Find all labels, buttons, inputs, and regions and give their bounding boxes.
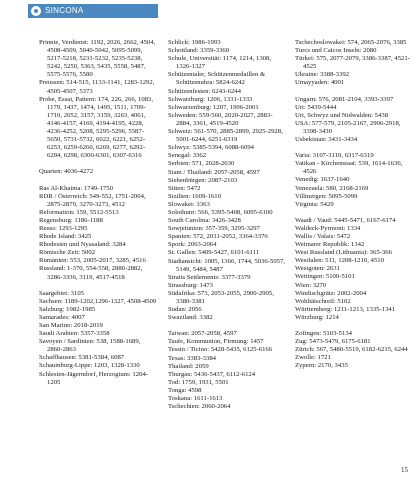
index-entry: Turcs und Caicos Inseln: 2080: [295, 47, 377, 55]
index-entry: Schottland: 3359-3360: [168, 47, 230, 55]
index-entry: Thailand: 2059: [168, 362, 209, 370]
index-entry: Württemberg: 1211-1213, 1335-1341: [295, 305, 396, 313]
index-entry: Spork: 2063-2064: [168, 241, 217, 249]
index-entry: Schule, Universität: 1174, 1214, 1308, 1326-1327: [168, 55, 272, 71]
index-entry: Schwyz: 5385-5394, 6088-6094: [168, 144, 255, 152]
index-entry: Taiwan: 2057-2058, 4597: [168, 330, 237, 338]
section-gap: [168, 322, 286, 330]
index-entry: Südafrika: 573, 2053-2055, 2900-2905, 3380-3381: [168, 289, 274, 305]
index-entry: Rhode Island: 3425: [39, 233, 92, 241]
header-bar: [0, 0, 418, 33]
index-entry: Stadtansicht: 1005, 1366, 1744, 5036-5057, 5149, 5484, 5487: [168, 257, 286, 273]
index-entry: Schützentaler, Schützenmedaillen & Schützenuhra: 5824-6242: [168, 71, 266, 87]
index-entry: Schaumburg-Lippe: 1203, 1328-1330: [39, 362, 140, 370]
index-entry: Thurgau: 5436-5437, 6112-6124: [168, 370, 256, 378]
index-entry: Schwarzburg: 1206, 1331-1333: [168, 95, 253, 103]
index-entry: Varia: 3107-3110, 6317-6319: [295, 152, 374, 160]
index-entry: Tschechoslowakei: 574, 2065-2076, 3385: [295, 39, 407, 46]
index-entry: Umayyaden: 4001: [295, 79, 345, 87]
index-entry: South Carolina: 3426-3428: [168, 217, 241, 225]
index-entry: Savoyen / Sardinien: 538, 1588-1689, 2860-2863: [39, 338, 141, 354]
index-entry: Vatikan - Kirchenstaat: 539, 1614-1636, 4526: [295, 160, 403, 176]
index-entry: Texas: 3383-3384: [168, 354, 217, 362]
index-column-3: [295, 39, 413, 370]
index-entry: Reuss: 1293-1295: [39, 224, 88, 232]
index-entry: Straits Settlements: 3377-3379: [168, 273, 251, 281]
index-entry: Sitten: 5472: [168, 184, 201, 192]
index-entry: Rhodesien und Nyasaland: 3284: [39, 241, 126, 249]
index-entry: Zypern: 2170, 3435: [295, 362, 348, 370]
logo-icon: [31, 6, 41, 16]
section-gap: [295, 322, 413, 330]
index-entry: Würzburg: 1214: [295, 313, 339, 321]
index-entry: Usbekistan: 3431-3434: [295, 136, 358, 144]
index-entry: Uri: 5439-5444: [295, 103, 337, 111]
index-entry: Zwolle: 1721: [295, 354, 331, 362]
index-entry: Preussen: 514-515, 1133-1141, 1283-1292, 4505-4507, 5373: [39, 79, 155, 95]
index-column-2: [168, 39, 286, 411]
index-entry: Römische Zeit: 5002: [39, 249, 96, 257]
index-entry: Villmergen: 5095-5099: [295, 192, 358, 200]
index-entry: Sudan: 2056: [168, 306, 202, 314]
section-gap: [39, 177, 157, 185]
index-entry: Zug: 5473-5479, 6175-6181: [295, 338, 371, 346]
index-entry: Saudi Arabien: 5357-3358: [39, 330, 110, 338]
index-entry: Serbien: 571, 2028-2030: [168, 160, 235, 168]
index-entry: Sizilien: 1609-1610: [168, 192, 221, 200]
index-entry: Windischgrätz: 2002-2004: [295, 289, 367, 297]
index-entry: Westgoten: 2631: [295, 265, 340, 273]
index-entry: USA: 577-579, 2105-2167, 2906-2918, 3398-3430: [295, 119, 401, 135]
index-entry: Ungarn: 576, 2081-2104, 3393-3397: [295, 95, 394, 103]
index-entry: Schwarzenburg: 1207, 1996-2001: [168, 103, 259, 111]
index-entry: Türkei: 575, 2077-2079, 3386-3387, 4521-4525: [295, 55, 410, 71]
index-entry: Quarten: 4036-4272: [39, 168, 94, 176]
section-gap: [295, 88, 413, 96]
index-entry: Uri, Schwyz und Nidwalden: 5438: [295, 111, 389, 119]
index-entry: Wallis / Valais: 5472: [295, 232, 351, 240]
index-entry: Sowjetunion: 357-359, 3295-3297: [168, 225, 260, 233]
index-entry: Virginia: 5429: [295, 200, 334, 208]
index-entry: Tessin / Ticino: 5428-5435, 6125-6166: [168, 346, 273, 354]
index-entry: Ras Al-Khaima: 1749-1750: [39, 184, 113, 192]
index-entry: Siam / Thailand: 2057-2058, 4597: [168, 168, 260, 176]
index-entry: Schaffhausen: 5381-5384, 6087: [39, 354, 125, 362]
index-entry: Schweiz: 561-570, 2885-2899, 2925-2928, 5001-6244, 6251-6319: [168, 128, 283, 144]
index-entry: Toskana: 1611-1613: [168, 395, 223, 403]
index-entry: Regensburg: 1186-1188: [39, 216, 103, 224]
section-gap: [39, 160, 157, 168]
index-entry: Prinnie, Verdienst: 1192, 2026, 2662, 4504, 4508-4509, 5040-5042, 5095-5099, 5217-5218, 5231-5232, 5235-5238, 5242, 5250, 5363, 5435, 5558, 5487, 5575-5576, 5580: [39, 39, 156, 79]
index-entry: Russland: 1-370, 554-558, 2880-2882, 3286-3336, 3119, 4517-4518: [39, 265, 143, 281]
index-entry: Tod: 1759, 1931, 5501: [168, 378, 229, 386]
index-entry: Salzburg: 1982-1985: [39, 305, 96, 313]
index-entry: Wien: 3270: [295, 281, 327, 289]
index-entry: Taufe, Kommunion, Firmung: 1457: [168, 338, 264, 346]
index-entry: Reformation: 159, 5512-5513: [39, 208, 119, 216]
index-entry: Ukraine: 3388-3392: [295, 71, 350, 79]
index-entry: Saargebiet: 3105: [39, 289, 85, 297]
index-entry: Senegal: 3362: [168, 152, 207, 160]
index-entry: Zofingen: 5103-5134: [295, 330, 353, 337]
index-entry: Waldeck-Pyrmont: 1334: [295, 224, 361, 232]
index-entry: West Russland (Lithuania): 365-366: [295, 249, 392, 257]
index-entry: Rumänien: 553, 2005-2017, 3285, 4516: [39, 257, 146, 265]
index-entry: Strassburg: 1473: [168, 281, 214, 289]
index-entry: Spanien: 572, 2031-2052, 3364-3376: [168, 233, 268, 241]
index-entry: Schlick: 1986-1993: [168, 39, 221, 46]
index-entry: Westfalen: 511, 1208-1210, 4510: [295, 257, 384, 265]
index-entry: San Marino: 2018-2019: [39, 322, 103, 329]
index-entry: Venezuela: 580, 2168-2169: [295, 184, 369, 192]
index-entry: St. Gallen: 5409-5427, 6101-6111: [168, 249, 260, 257]
index-entry: Wohltätschreil: 5102: [295, 297, 351, 305]
index-entry: Samarades: 4007: [39, 313, 85, 321]
page-number: 15: [401, 466, 408, 474]
index-entry: Waadt / Vaud: 5445-5471, 6167-6174: [295, 216, 396, 224]
index-entry: Wettingen: 5100-5101: [295, 273, 355, 281]
index-entry: Venedig: 1637-1640: [295, 176, 350, 184]
index-entry: Schlesien-Jägerndorf, Herzogtum: 1204-1205: [39, 370, 149, 386]
index-entry: Sachsen: 1189-1202,1296-1327, 4508-4509: [39, 297, 157, 305]
index-entry: RDR / Österreich: 549-552, 1751-2004, 2875-2879, 3270-3273, 4512: [39, 192, 146, 208]
section-gap: [39, 282, 157, 290]
index-column-1: [39, 39, 157, 387]
brand-name: SINCONA: [45, 6, 84, 15]
index-entry: Weimarer Republik: 1342: [295, 241, 365, 249]
index-entry: Zürich: 567, 5480-5519, 6182-6215, 6244: [295, 346, 408, 354]
section-gap: [295, 209, 413, 217]
index-entry: Schweden: 559-560, 2020-2027, 2883-2884, 3361, 4519-4520: [168, 111, 273, 127]
index-entry: Solothurn: 566, 5395-5408, 6095-6100: [168, 208, 273, 216]
index-entry: Tonga: 4598: [168, 386, 202, 394]
section-gap: [295, 144, 413, 152]
index-entry: Slowakei: 3363: [168, 200, 210, 208]
index-entry: Swaziland: 3382: [168, 314, 213, 322]
index-entry: Schützenfesten: 6243-6244: [168, 87, 241, 95]
index-entry: Probe, Essai, Pattern: 174, 226, 266, 1083, 1179, 1437, 1474, 1495, 1511, 1709-1710, 2052, 3157, 3159, 3263, 4061, 4146-4157, 4169, 4194-4195, 4228, 4236-4252, 5208, 5295-5296, 5587-5650, 5731-5732, 6022, 6221, 6252-6253, 6259-6260, 6269, 6277, 6292-6294, 6298, 6300-6301, 6307-6316: [39, 95, 154, 160]
index-entry: Siebenbürgen: 2087-2103: [168, 176, 238, 184]
index-entry: Tschechien: 2060-2064: [168, 403, 231, 411]
